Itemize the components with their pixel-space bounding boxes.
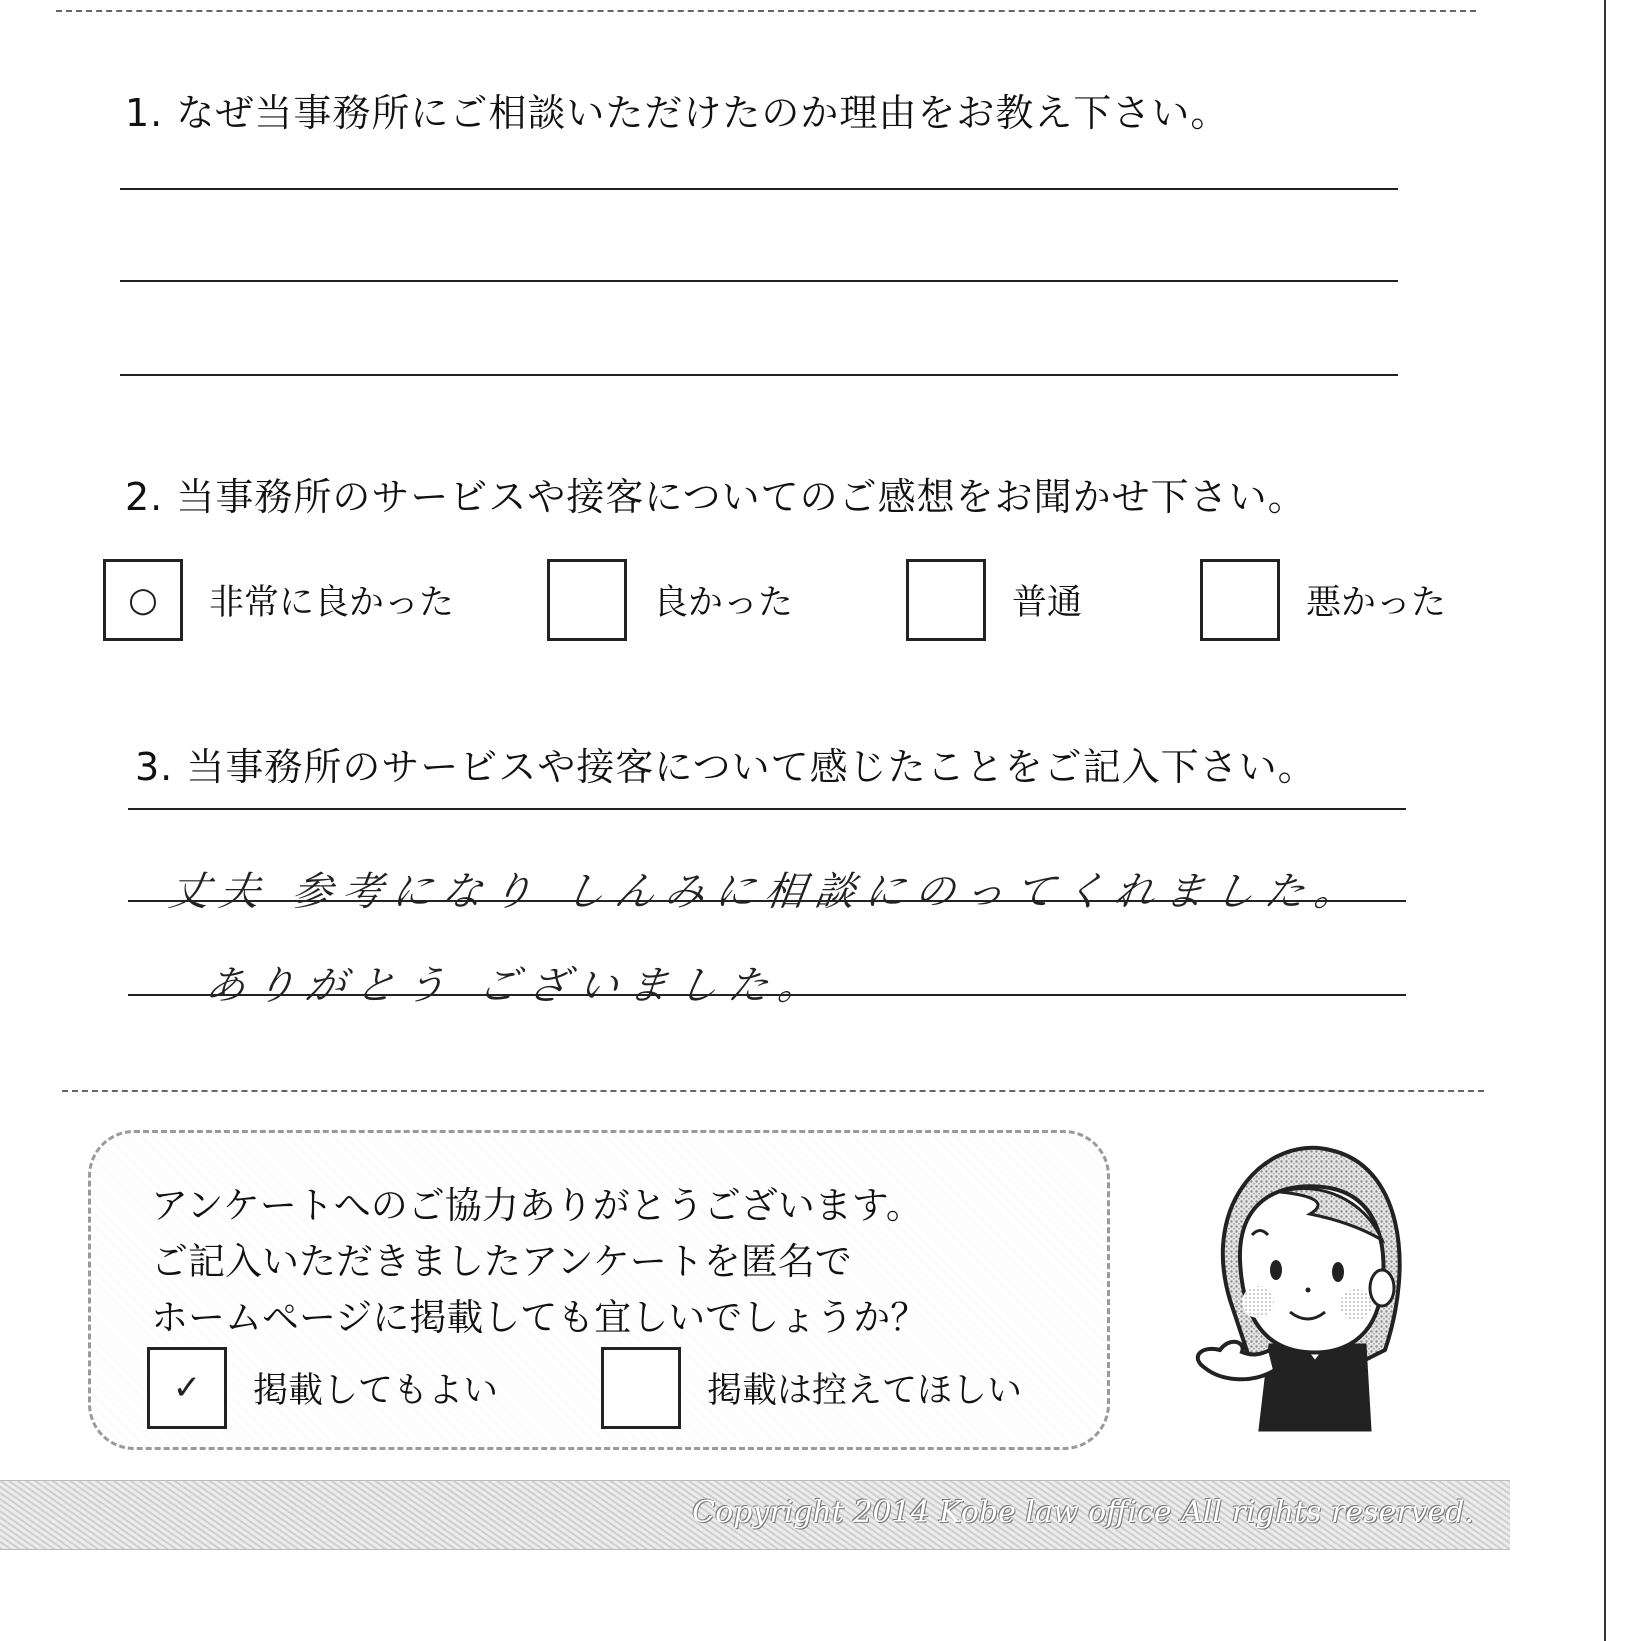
consent-text-line: アンケートへのご協力ありがとうございます。 (151, 1184, 923, 1227)
q2-option-bad[interactable] (1200, 559, 1446, 641)
q2-checkbox-very-good[interactable]: ○ (103, 559, 183, 641)
page-edge (1604, 0, 1606, 1641)
q3-answer-line[interactable] (128, 994, 1406, 996)
q1-answer-line[interactable] (120, 188, 1398, 190)
q2-option-label: 悪かった (1306, 583, 1447, 623)
q2-option-good[interactable] (547, 559, 793, 641)
woman-presenting-icon (1160, 1140, 1420, 1440)
copyright-band (0, 1480, 1510, 1550)
consent-option-allow[interactable] (147, 1347, 498, 1429)
consent-option-label: 掲載は控えてほしい (707, 1371, 1023, 1411)
consent-text-line: ご記入いただきましたアンケートを匿名で (151, 1240, 852, 1283)
q2-checkbox-bad[interactable] (1200, 559, 1280, 641)
q3-answer-line[interactable] (128, 900, 1406, 902)
top-divider (56, 10, 1476, 12)
publication-consent-box (88, 1130, 1110, 1450)
copyright-text: Copyright 2014 Kobe law office All rights reserved. (692, 1495, 1474, 1530)
section-divider (62, 1090, 1484, 1092)
question-1-title: 1. なぜ当事務所にご相談いただけたのか理由をお教え下さい。 (125, 91, 1230, 135)
consent-checkbox-allow[interactable]: ✓ (147, 1347, 227, 1429)
question-2-title: 2. 当事務所のサービスや接客についてのご感想をお聞かせ下さい。 (125, 475, 1307, 519)
q2-option-label: 良かった (653, 583, 794, 623)
q2-checkbox-good[interactable] (547, 559, 627, 641)
consent-option-decline[interactable] (601, 1347, 1022, 1429)
q3-handwritten-answer: 丈夫 参考になり しんみに相談にのってくれました。 (166, 869, 1368, 915)
question-3-title: 3. 当事務所のサービスや接客について感じたことをご記入下さい。 (135, 745, 1317, 789)
q2-checkbox-average[interactable] (906, 559, 986, 641)
q1-answer-line[interactable] (120, 280, 1398, 282)
q2-option-label: 普通 (1012, 583, 1083, 623)
q2-option-label: 非常に良かった (209, 583, 455, 623)
q3-answer-line[interactable] (128, 808, 1406, 810)
consent-option-label: 掲載してもよい (253, 1371, 499, 1411)
q2-option-average[interactable] (906, 559, 1082, 641)
q3-handwritten-answer: ありがとう ございました。 (202, 963, 832, 1009)
consent-text-line: ホームページに掲載しても宜しいでしょうか？ (151, 1296, 928, 1339)
q1-answer-line[interactable] (120, 374, 1398, 376)
consent-checkbox-decline[interactable] (601, 1347, 681, 1429)
q2-option-very-good[interactable] (103, 559, 454, 641)
